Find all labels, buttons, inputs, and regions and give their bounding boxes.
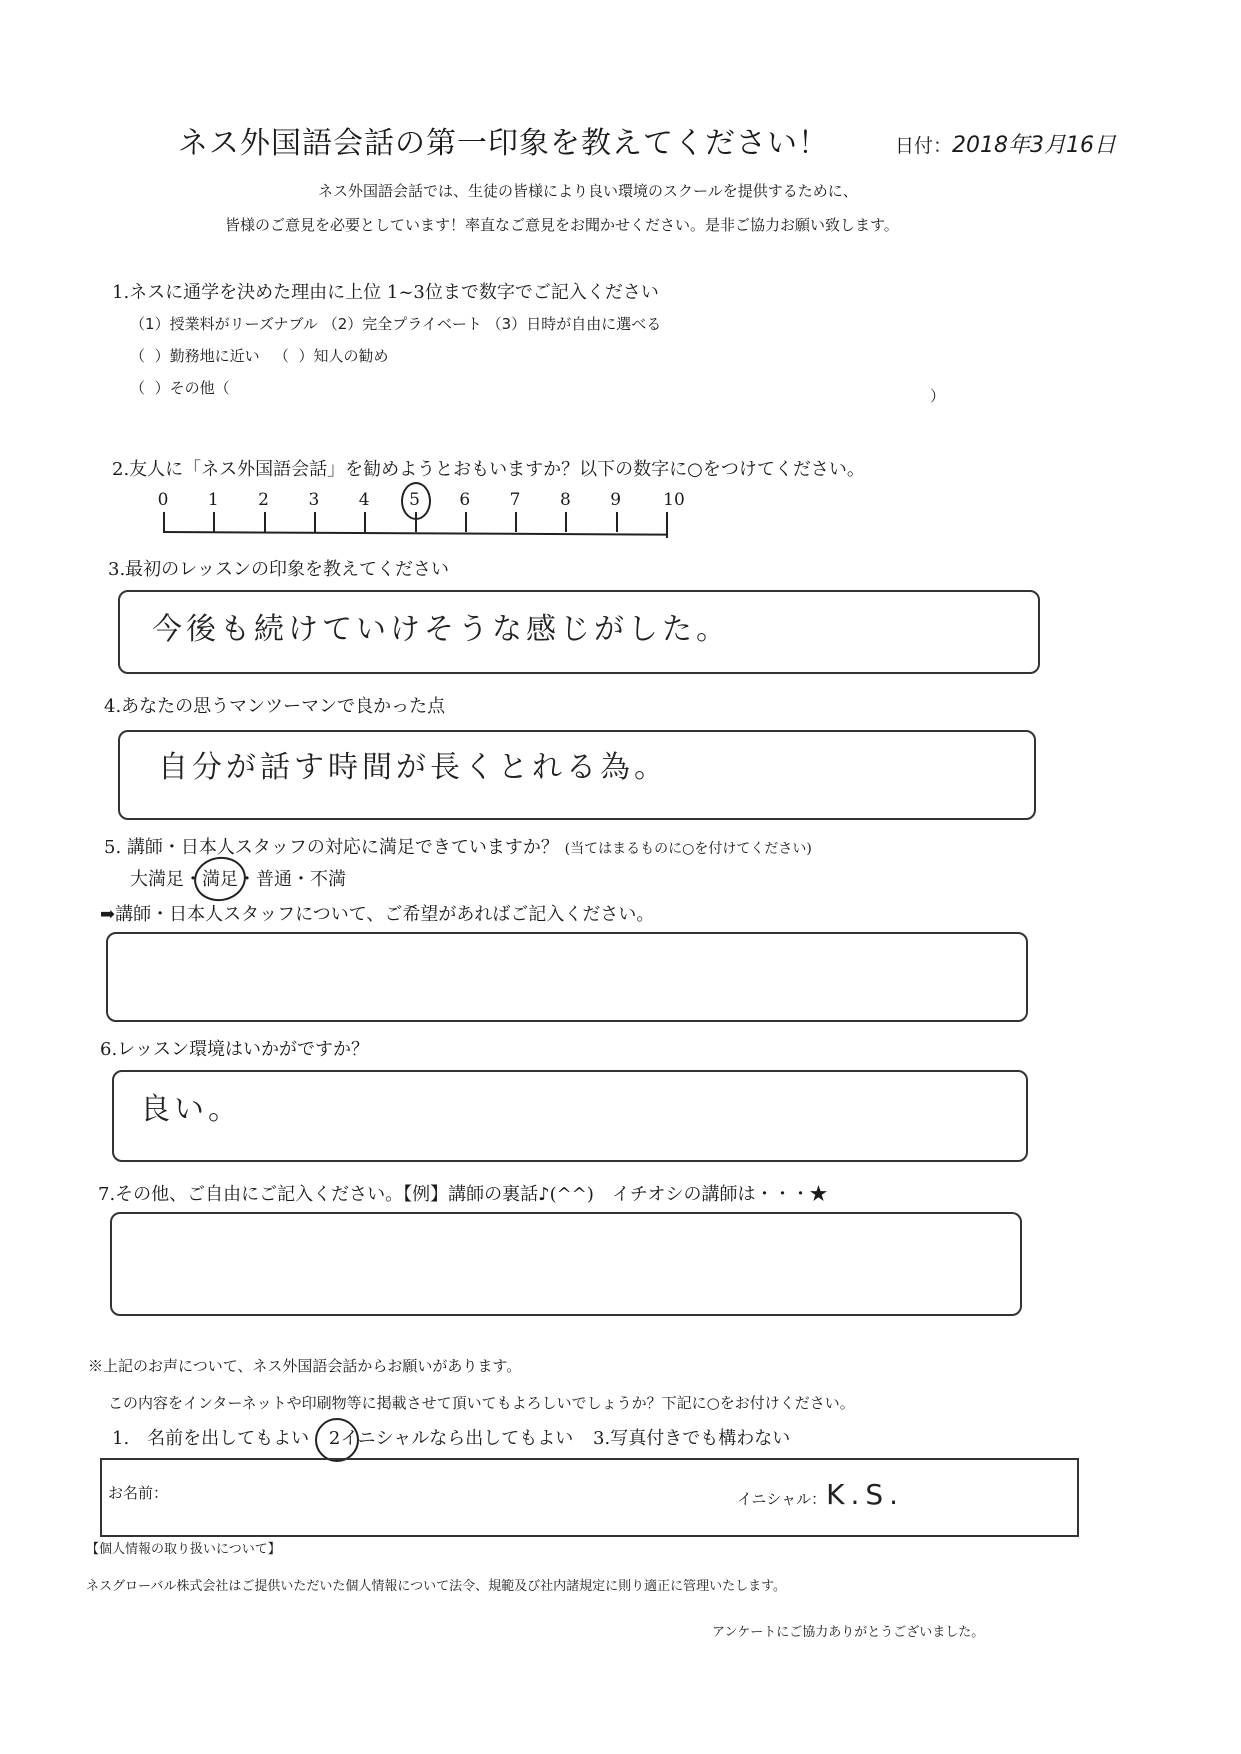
q5-option[interactable]: 普通 — [256, 869, 292, 890]
q3-answer-box[interactable] — [118, 590, 1040, 674]
q4-answer: 自分が話す時間が長くとれる為。 — [158, 750, 668, 785]
selection-circle — [401, 482, 431, 520]
separator: ・ — [292, 869, 310, 890]
q5-option-selected[interactable] — [202, 865, 238, 891]
scale-tick — [364, 512, 366, 532]
scale-number[interactable]: 4 — [358, 490, 370, 510]
q4-question: 4.あなたの思うマンツーマンで良かった点 — [104, 696, 446, 717]
privacy-heading: 【個人情報の取り扱いについて】 — [86, 1542, 281, 1557]
scale-number[interactable]: 7 — [509, 490, 521, 510]
q5-followup: ➡講師・日本人スタッフについて、ご希望があればご記入ください。 — [100, 904, 655, 925]
q1-rank-6[interactable] — [145, 379, 150, 397]
q5-option-label: 満足 — [202, 869, 238, 890]
q3-question: 3.最初のレッスンの印象を教えてください — [108, 559, 449, 580]
q5-question — [104, 833, 812, 859]
name-field[interactable] — [108, 1482, 168, 1503]
consent-option-1[interactable]: 1. 名前を出してもよい — [112, 1428, 310, 1449]
q1-question: 1.ネスに通学を決めた理由に上位 1~3位まで数字でご記入ください — [112, 282, 659, 303]
scale-tick — [264, 512, 266, 532]
scale-number[interactable]: 6 — [459, 490, 471, 510]
q1-option-row-2: （ ）勤務地に近い （ ）知人の勧め — [130, 347, 389, 365]
scale-tick — [213, 512, 215, 532]
scale-tick — [666, 512, 668, 538]
date-field — [895, 128, 1116, 159]
date-value: 2018年3月16日 — [952, 133, 1116, 158]
q1-option-label: 授業料がリーズナブル — [169, 315, 318, 333]
q5-option[interactable]: 大満足 — [130, 869, 184, 890]
q5-question-text: 5. 講師・日本人スタッフの対応に満足できていますか？ — [104, 837, 559, 858]
privacy-text: ネスグローバル株式会社はご提供いただいた個人情報について法令、規範及び社内諸規定に則り適正に管理いたします。 — [86, 1579, 787, 1594]
initial-field[interactable] — [737, 1478, 904, 1511]
separator: ・ — [238, 869, 256, 890]
intro-line-2: 皆様のご意見を必要としています！率直なご意見をお聞かせください。是非ご協力お願い致します。 — [225, 216, 899, 234]
q5-option[interactable]: 不満 — [310, 869, 346, 890]
scale-number[interactable]: 10 — [663, 490, 685, 510]
consent-option-2[interactable] — [329, 1428, 340, 1449]
q5-note: (当てはまるものに○を付けてください) — [564, 841, 812, 857]
scale-tick — [163, 512, 165, 532]
q6-answer: 良い。 — [140, 1092, 242, 1127]
consent-option-2-number: 2 — [328, 1428, 341, 1449]
selection-circle — [315, 1418, 359, 1462]
initial-label: イニシャル： — [737, 1490, 827, 1508]
q1-rank-3[interactable]: 3 — [501, 315, 512, 333]
consent-option-2-label: イニシャルなら出してもよい — [340, 1428, 574, 1449]
scale-baseline — [163, 531, 666, 536]
scale-number[interactable]: 3 — [308, 490, 320, 510]
name-label: お名前： — [108, 1484, 169, 1502]
q1-option-label: 知人の勧め — [313, 347, 389, 365]
q1-rank-5[interactable] — [289, 347, 294, 365]
q1-rank-1[interactable]: 1 — [145, 315, 155, 333]
intro-line-1: ネス外国語会話では、生徒の皆様により良い環境のスクールを提供するために、 — [318, 182, 858, 200]
q1-option-label: 勤務地に近い — [169, 347, 260, 365]
separator: ・ — [184, 869, 202, 890]
q6-question: 6.レッスン環境はいかがですか？ — [100, 1039, 369, 1060]
scale-number[interactable]: 1 — [207, 490, 219, 510]
q1-rank-4[interactable] — [145, 347, 150, 365]
scale-number[interactable]: 0 — [157, 490, 169, 510]
scale-tick — [465, 512, 467, 532]
scale-number[interactable]: 2 — [258, 490, 269, 510]
scale-tick — [314, 512, 316, 532]
scale-number[interactable]: 9 — [610, 490, 622, 510]
scale-tick — [565, 512, 567, 532]
consent-line-1: ※上記のお声について、ネス外国語会話からお願いがあります。 — [88, 1357, 522, 1375]
scale-tick — [616, 512, 618, 532]
initial-value: K.S. — [826, 1478, 905, 1511]
q1-other-close-paren: ） — [930, 387, 946, 405]
q2-question: 2.友人に「ネス外国語会話」を勧めようとおもいますか？以下の数字に○をつけてください。 — [112, 459, 865, 480]
q4-answer-box[interactable] — [118, 730, 1036, 820]
q5-followup-box[interactable] — [106, 932, 1028, 1022]
consent-options — [112, 1424, 790, 1450]
q7-answer-box[interactable] — [110, 1212, 1022, 1316]
consent-option-3[interactable]: 3.写真付きでも構わない — [593, 1428, 791, 1449]
q1-option-label: 完全プライベート — [362, 315, 482, 333]
scale-number[interactable]: 5 — [409, 490, 420, 510]
name-box — [100, 1458, 1079, 1537]
selection-circle — [191, 853, 250, 905]
q1-option-label: その他（ — [169, 379, 230, 397]
q1-option-row-3: （ ）その他（ — [130, 379, 230, 397]
q1-option-row-1: （1）授業料がリーズナブル （2）完全プライベート （3）日時が自由に選べる — [130, 315, 662, 333]
q5-options — [130, 865, 346, 891]
q6-answer-box[interactable] — [112, 1070, 1028, 1162]
thanks-text: アンケートにご協力ありがとうございました。 — [712, 1625, 985, 1640]
q7-question: 7.その他、ご自由にご記入ください。【例】講師の裏話♪(^^) イチオシの講師は・・・★ — [98, 1184, 828, 1205]
page-title: ネス外国語会話の第一印象を教えてください！ — [178, 126, 829, 161]
q1-option-label: 日時が自由に選べる — [526, 315, 662, 333]
scale-tick — [515, 512, 517, 532]
consent-line-2: この内容をインターネットや印刷物等に掲載させて頂いてもよろしいでしょうか？下記に○をお付けください。 — [108, 1394, 855, 1412]
date-label: 日付： — [895, 135, 953, 157]
q1-rank-2[interactable]: 2 — [337, 315, 348, 333]
q3-answer: 今後も続けていけそうな感じがした。 — [152, 612, 730, 647]
scale-number[interactable]: 8 — [559, 490, 571, 510]
